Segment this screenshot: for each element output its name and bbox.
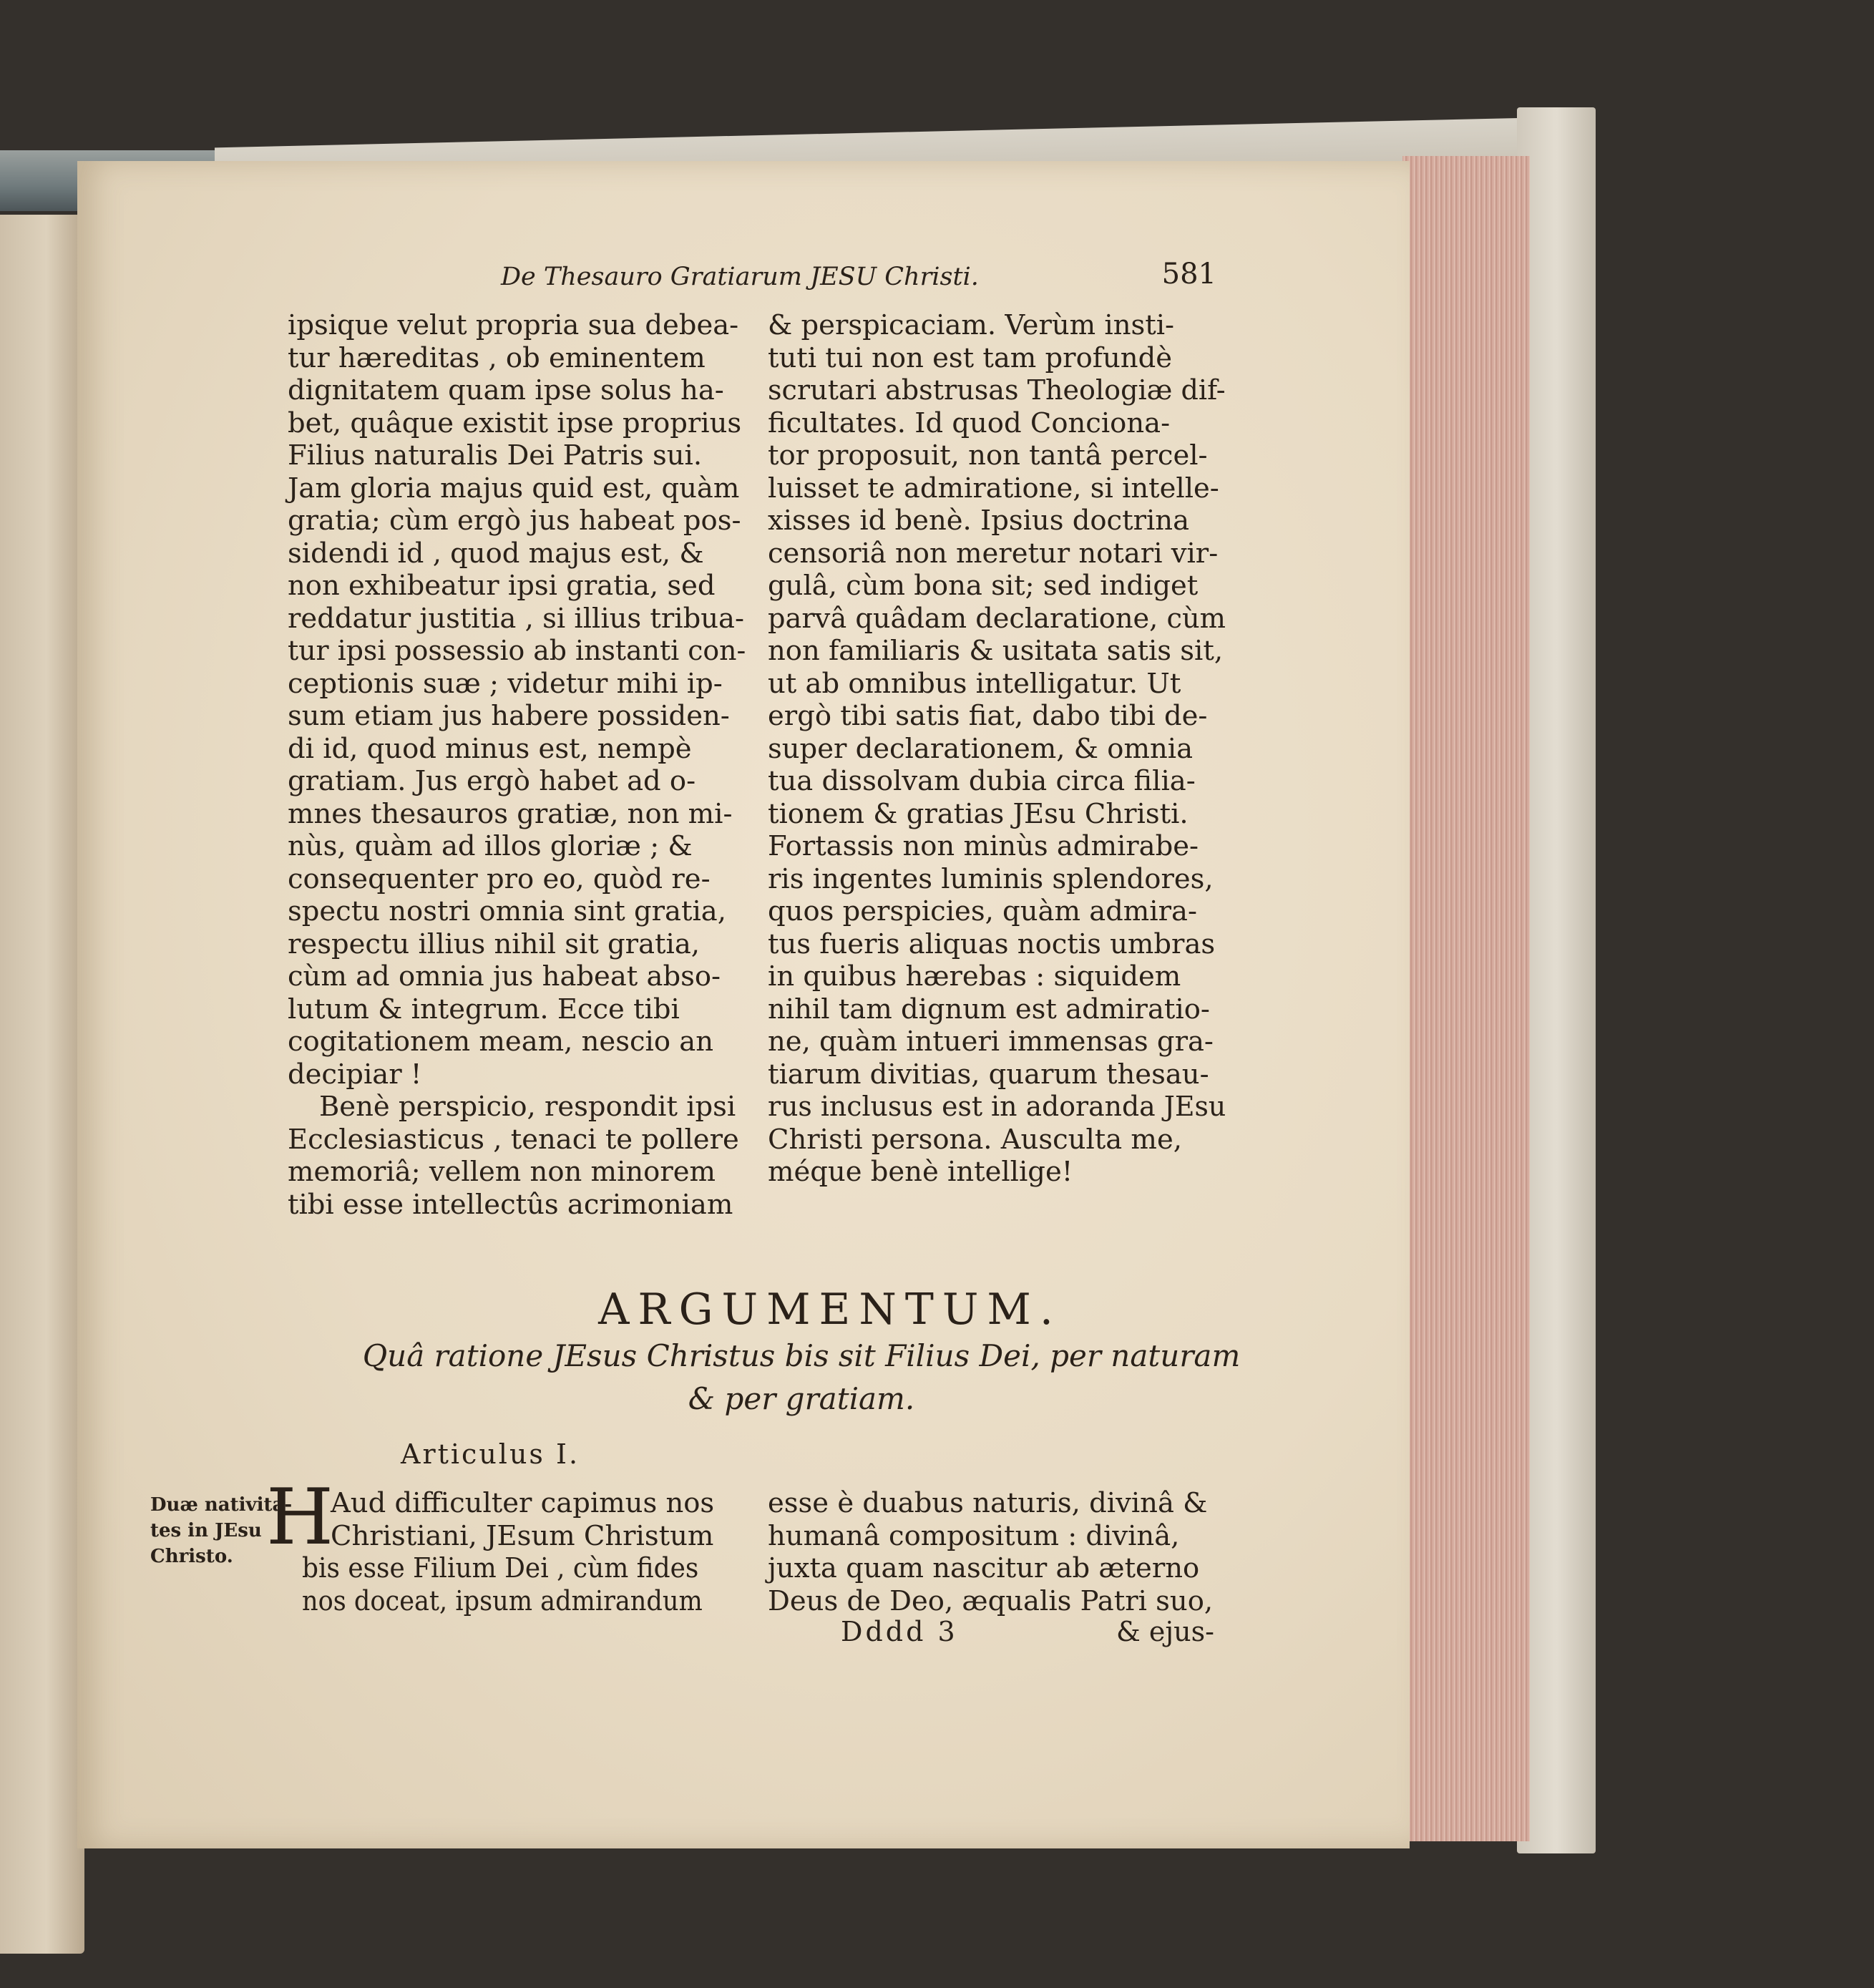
- text-line: ergò tibi satis fiat, dabo tibi de-: [768, 700, 1208, 732]
- text-line: di id, quod minus est, nempè: [288, 732, 692, 765]
- text-line: tiarum divitias, quarum thesau-: [768, 1058, 1209, 1091]
- text-line: Christi persona. Ausculta me,: [768, 1123, 1182, 1156]
- text-line: ficultates. Id quod Conciona-: [768, 406, 1171, 439]
- margin-note-line: Christo.: [150, 1546, 233, 1567]
- text-line: Deus de Deo, æqualis Patri suo,: [768, 1584, 1214, 1617]
- text-line: dignitatem quam ipse solus ha-: [288, 374, 724, 406]
- text-line: spectu nostri omnia sint gratia,: [288, 895, 726, 927]
- text-line: Fortassis non minùs admirabe-: [768, 830, 1199, 862]
- left-text-column: [288, 309, 746, 1221]
- text-line: nihil tam dignum est admiratio-: [768, 993, 1210, 1025]
- text-line: scrutari abstrusas Theologiæ dif-: [768, 374, 1226, 406]
- text-line: non exhibeatur ipsi gratia, sed: [288, 570, 716, 602]
- text-line: decipiar !: [288, 1058, 422, 1091]
- text-line: bet, quâque existit ipse proprius: [288, 406, 742, 439]
- text-line: in quibus hærebas : siquidem: [768, 960, 1181, 993]
- text-line: ipsique velut propria sua debea-: [288, 309, 739, 341]
- text-line: Ecclesiasticus , tenaci te pollere: [288, 1123, 739, 1156]
- text-line: tuti tui non est tam profundè: [768, 341, 1173, 374]
- text-line: nùs, quàm ad illos gloriæ ; &: [288, 830, 693, 862]
- text-line: memoriâ; vellem non minorem: [288, 1156, 716, 1188]
- text-line: cogitationem meam, nescio an: [288, 1025, 714, 1058]
- text-line: non familiaris & usitata satis sit,: [768, 635, 1224, 667]
- text-line: tionem & gratias JEsu Christi.: [768, 797, 1189, 830]
- margin-note-line: Duæ nativita-: [150, 1494, 293, 1516]
- text-line: quos perspicies, quàm admira-: [768, 895, 1197, 927]
- margin-note: [150, 1492, 293, 1569]
- article-right-column: [768, 1487, 1226, 1617]
- text-line: censoriâ non meretur notari vir-: [768, 537, 1219, 570]
- text-line: respectu illius nihil sit gratia,: [288, 927, 701, 960]
- text-line: ne, quàm intueri immensas gra-: [768, 1025, 1214, 1058]
- text-line: tur ipsi possessio ab instanti con-: [288, 635, 746, 667]
- text-line: Jam gloria majus quid est, quàm: [288, 472, 740, 505]
- drop-cap: H: [266, 1473, 334, 1562]
- text-line: gulâ, cùm bona sit; sed indiget: [768, 570, 1199, 602]
- right-text-column: [768, 309, 1226, 1189]
- text-line: nos doceat, ipsum admirandum: [302, 1584, 703, 1617]
- text-line: consequenter pro eo, quòd re-: [288, 862, 711, 895]
- section-heading: ARGUMENTUM.: [598, 1285, 1062, 1335]
- text-line: tibi esse intellectûs acrimoniam: [288, 1188, 733, 1221]
- catchword: & ejus-: [1116, 1616, 1214, 1647]
- page-block-edges: [1402, 156, 1530, 1841]
- text-line: humanâ compositum : divinâ,: [768, 1519, 1180, 1552]
- running-head: De Thesauro Gratiarum JESU Christi.: [501, 263, 979, 291]
- text-line: luisset te admiratione, si intelle-: [768, 472, 1219, 505]
- margin-note-line: tes in JEsu: [150, 1520, 262, 1541]
- section-subheading: Quâ ratione JEsus Christus bis sit Filius Dei, per naturam: [362, 1338, 1241, 1373]
- text-line: cùm ad omnia jus habeat abso-: [288, 960, 721, 993]
- text-line: lutum & integrum. Ecce tibi: [288, 993, 680, 1025]
- text-line: bis esse Filium Dei , cùm fides: [302, 1552, 699, 1584]
- left-page-edge: [0, 215, 84, 1954]
- text-line: ceptionis suæ ; videtur mihi ip-: [288, 667, 723, 700]
- article-left-column: [302, 1487, 731, 1617]
- text-line: reddatur justitia , si illius tribua-: [288, 602, 745, 635]
- text-line: tur hæreditas , ob eminentem: [288, 341, 706, 374]
- text-line: Benè perspicio, respondit ipsi: [319, 1091, 736, 1123]
- text-line: gratiam. Jus ergò habet ad o-: [288, 765, 696, 797]
- text-line: Filius naturalis Dei Patris sui.: [288, 439, 703, 472]
- text-line: tus fueris aliquas noctis umbras: [768, 927, 1216, 960]
- text-line: rus inclusus est in adoranda JEsu: [768, 1091, 1226, 1123]
- text-line: mnes thesauros gratiæ, non mi-: [288, 797, 733, 830]
- section-subheading-continued: & per gratiam.: [688, 1381, 915, 1416]
- text-line: ut ab omnibus intelligatur. Ut: [768, 667, 1181, 700]
- text-line: tor proposuit, non tantâ percel-: [768, 439, 1208, 472]
- text-line: ris ingentes luminis splendores,: [768, 862, 1214, 895]
- text-line: tua dissolvam dubia circa filia-: [768, 765, 1196, 797]
- text-line: super declarationem, & omnia: [768, 732, 1194, 765]
- text-line: xisses id benè. Ipsius doctrina: [768, 505, 1190, 537]
- page-number: 581: [1161, 258, 1216, 291]
- text-line: gratia; cùm ergò jus habeat pos-: [288, 505, 741, 537]
- signature-mark: Dddd 3: [841, 1616, 958, 1647]
- text-line: parvâ quâdam declaratione, cùm: [768, 602, 1226, 635]
- text-line: & perspicaciam. Verùm insti-: [768, 309, 1175, 341]
- text-line: Aud difficulter capimus nos: [331, 1487, 715, 1519]
- text-line: Christiani, JEsum Christum: [331, 1519, 714, 1552]
- article-title: Articulus I.: [401, 1438, 580, 1470]
- text-line: sidendi id , quod majus est, &: [288, 537, 704, 570]
- text-line: esse è duabus naturis, divinâ &: [768, 1487, 1208, 1519]
- text-line: méque benè intellige!: [768, 1156, 1073, 1188]
- text-line: sum etiam jus habere possiden-: [288, 700, 730, 732]
- text-line: juxta quam nascitur ab æterno: [768, 1552, 1200, 1584]
